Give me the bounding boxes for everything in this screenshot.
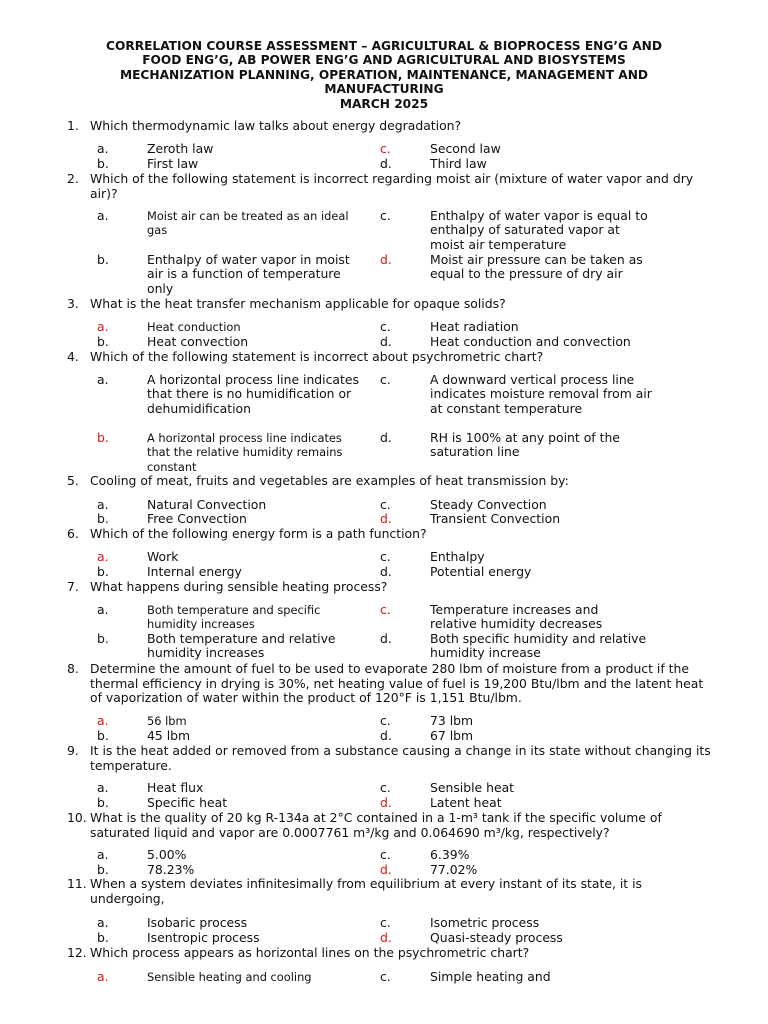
option-text: Specific heat — [147, 795, 228, 810]
option-letter: a. — [97, 915, 109, 930]
question-text: What happens during sensible heating process? — [90, 579, 388, 594]
option-text: 73 lbm — [430, 713, 474, 728]
option-letter: b. — [97, 728, 109, 743]
option-text: Steady Convection — [430, 497, 547, 512]
option-letter: c. — [380, 549, 391, 564]
option-letter: c. — [380, 208, 391, 223]
option-text: Sensible heat — [430, 780, 515, 795]
option-letter: c. — [380, 969, 391, 984]
option-letter: b. — [97, 252, 109, 267]
option-text: 6.39% — [430, 847, 470, 862]
option-letter: b. — [97, 795, 109, 810]
option-text: Free Convection — [147, 511, 247, 526]
option-letter: d. — [380, 334, 392, 349]
answer-letter: c. — [380, 141, 391, 156]
option-letter: c. — [380, 497, 391, 512]
option-text: 45 lbm — [147, 728, 191, 743]
question-text: Cooling of meat, fruits and vegetables are examples of heat transmission by: — [90, 473, 569, 488]
option-letter: d. — [380, 564, 392, 579]
question-text: It is the heat added or removed from a substance causing a change in its state without changing its temperature. — [90, 743, 711, 773]
question-number: 11. — [67, 876, 87, 891]
question-number: 4. — [67, 349, 79, 364]
option-letter: b. — [97, 511, 109, 526]
header-line: MECHANIZATION PLANNING, OPERATION, MAINTENANCE, MANAGEMENT AND — [119, 67, 649, 82]
header-line: FOOD ENG’G, AB POWER ENG’G AND AGRICULTURAL AND BIOSYSTEMS — [142, 53, 626, 68]
option-text: Both temperature and specific humidity increases — [147, 603, 321, 632]
question-number: 6. — [67, 526, 79, 541]
question-number: 9. — [67, 743, 79, 758]
answer-letter: d. — [380, 252, 392, 267]
question-text: Which thermodynamic law talks about energy degradation? — [90, 118, 462, 133]
question-text: Determine the amount of fuel to be used to evaporate 280 lbm of moisture from a product if the thermal efficiency in drying is 30%, net heating value of fuel is 19,200 Btu/lbm and the latent heat of vaporization of water within the product of 120°F is 1,151 Btu/lbm. — [90, 661, 704, 706]
option-letter: a. — [97, 208, 109, 223]
question-text: What is the quality of 20 kg R-134a at 2°C contained in a 1-m³ tank if the specific volume of saturated liquid and vapor are 0.0007761 m³/kg and 0.064690 m³/kg, respectively? — [90, 810, 662, 840]
header-line: MANUFACTURING — [324, 82, 444, 97]
answer-letter: c. — [380, 602, 391, 617]
option-text: Heat flux — [147, 780, 204, 795]
option-letter: b. — [97, 334, 109, 349]
option-letter: b. — [97, 564, 109, 579]
option-text: A horizontal process line indicates that the relative humidity remains constant — [147, 431, 343, 474]
option-text: 77.02% — [430, 862, 478, 877]
option-text: Transient Convection — [430, 511, 561, 526]
option-text: First law — [147, 156, 199, 171]
option-text: A horizontal process line indicates that there is no humidification or dehumidification — [147, 372, 359, 416]
option-letter: b. — [97, 930, 109, 945]
question-number: 10. — [67, 810, 87, 825]
question-text: Which of the following statement is incorrect regarding moist air (mixture of water vapor and dry air)? — [90, 171, 694, 201]
option-text: Internal energy — [147, 564, 242, 579]
option-text: 67 lbm — [430, 728, 474, 743]
option-text: Work — [147, 549, 179, 564]
question-2 — [67, 172, 717, 201]
option-letter: c. — [380, 915, 391, 930]
question-9 — [67, 744, 717, 773]
option-letter: d. — [380, 631, 392, 646]
answer-letter: d. — [380, 930, 392, 945]
option-text: Sensible heating and cooling — [147, 970, 312, 984]
option-letter: b. — [97, 862, 109, 877]
answer-letter: a. — [97, 319, 109, 334]
option-text: Zeroth law — [147, 141, 214, 156]
option-letter: c. — [380, 319, 391, 334]
option-text: 78.23% — [147, 862, 195, 877]
option-letter: b. — [97, 156, 109, 171]
question-1 — [67, 119, 717, 134]
answer-letter: a. — [97, 549, 109, 564]
option-text: Enthalpy — [430, 549, 485, 564]
answer-letter: a. — [97, 969, 109, 984]
option-text: Heat conduction and convection — [430, 334, 631, 349]
question-number: 5. — [67, 473, 79, 488]
option-letter: a. — [97, 372, 109, 387]
question-number: 7. — [67, 579, 79, 594]
option-text: Quasi-steady process — [430, 930, 563, 945]
option-text: Temperature increases and relative humidity decreases — [430, 602, 603, 632]
option-text: Moist air can be treated as an ideal gas — [147, 209, 349, 238]
option-letter: c. — [380, 780, 391, 795]
option-text: Second law — [430, 141, 501, 156]
option-text: Natural Convection — [147, 497, 267, 512]
option-text: 5.00% — [147, 847, 187, 862]
option-text: Isometric process — [430, 915, 540, 930]
question-11 — [67, 877, 717, 906]
question-text: Which of the following statement is incorrect about psychrometric chart? — [90, 349, 544, 364]
option-letter: a. — [97, 602, 109, 617]
question-12 — [67, 946, 717, 961]
option-text: Simple heating and — [430, 969, 551, 984]
question-8 — [67, 662, 717, 706]
option-text: Isobaric process — [147, 915, 248, 930]
option-letter: c. — [380, 372, 391, 387]
question-text: Which of the following energy form is a path function? — [90, 526, 427, 541]
option-text: Both specific humidity and relative humidity increase — [430, 631, 647, 661]
option-text: Both temperature and relative humidity increases — [147, 631, 336, 661]
option-letter: d. — [380, 728, 392, 743]
option-letter: a. — [97, 497, 109, 512]
option-text: Heat radiation — [430, 319, 519, 334]
question-5 — [67, 474, 717, 489]
question-3 — [67, 297, 717, 312]
answer-letter: b. — [97, 430, 109, 445]
option-text: RH is 100% at any point of the saturation line — [430, 430, 620, 460]
option-letter: d. — [380, 156, 392, 171]
header-line: CORRELATION COURSE ASSESSMENT – AGRICULTURAL & BIOPROCESS ENG’G AND — [106, 39, 662, 53]
answer-letter: d. — [380, 511, 392, 526]
answer-letter: d. — [380, 862, 392, 877]
header-date: MARCH 2025 — [339, 96, 429, 111]
option-text: Moist air pressure can be taken as equal to the pressure of dry air — [430, 252, 643, 282]
question-text: Which process appears as horizontal lines on the psychrometric chart? — [90, 945, 530, 960]
option-text: Heat conduction — [147, 320, 241, 334]
question-text: What is the heat transfer mechanism applicable for opaque solids? — [90, 296, 506, 311]
question-text: When a system deviates infinitesimally from equilibrium at every instant of its state, it is undergoing, — [90, 876, 642, 906]
option-text: Enthalpy of water vapor in moist air is a function of temperature only — [147, 252, 350, 296]
option-letter: d. — [380, 430, 392, 445]
option-letter: c. — [380, 713, 391, 728]
option-letter: a. — [97, 141, 109, 156]
option-letter: a. — [97, 847, 109, 862]
question-6 — [67, 527, 717, 542]
answer-letter: d. — [380, 795, 392, 810]
option-letter: a. — [97, 780, 109, 795]
question-number: 2. — [67, 171, 79, 186]
option-text: Isentropic process — [147, 930, 260, 945]
option-text: Third law — [430, 156, 487, 171]
option-text: Latent heat — [430, 795, 502, 810]
option-text: A downward vertical process line indicates moisture removal from air at constant temperature — [430, 372, 652, 416]
question-number: 3. — [67, 296, 79, 311]
option-text: 56 lbm — [147, 714, 187, 728]
question-10 — [67, 811, 717, 840]
option-text: Heat convection — [147, 334, 249, 349]
question-4 — [67, 350, 717, 365]
option-text: Enthalpy of water vapor is equal to enthalpy of saturated vapor at moist air temperature — [430, 208, 648, 252]
question-number: 8. — [67, 661, 79, 676]
question-7 — [67, 580, 717, 595]
question-number: 1. — [67, 118, 79, 133]
option-text: Potential energy — [430, 564, 532, 579]
option-letter: b. — [97, 631, 109, 646]
question-number: 12. — [67, 945, 87, 960]
option-letter: c. — [380, 847, 391, 862]
answer-letter: a. — [97, 713, 109, 728]
